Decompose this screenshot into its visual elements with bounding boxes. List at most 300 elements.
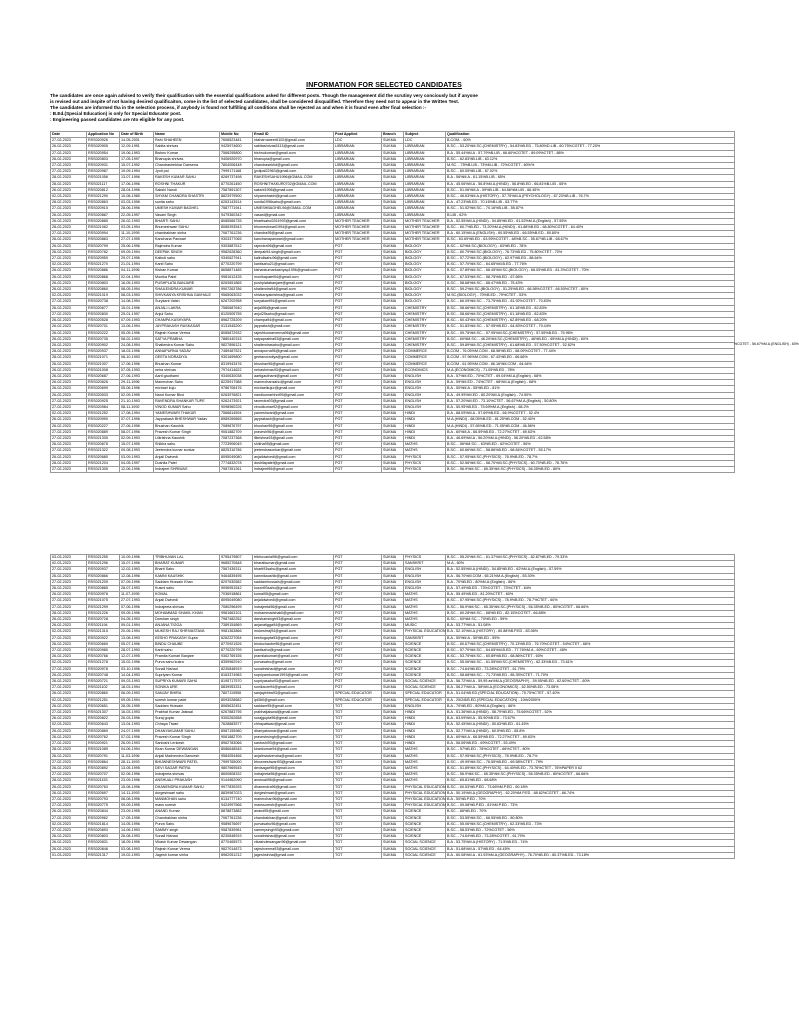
table-cell: SUKMA <box>382 417 404 423</box>
column-header: Branch <box>382 132 404 138</box>
table-cell: SUKMA <box>382 747 404 753</box>
table-cell: CHEMISTRY <box>404 311 446 317</box>
table-cell: 9464839495 <box>220 573 253 579</box>
table-cell: PGT <box>334 592 382 598</box>
table-cell: Dushila Patel <box>154 460 220 466</box>
table-cell: Jayprakash BHESHWAR Yadav <box>154 417 220 423</box>
table-cell: 15-07-1995 <box>120 442 154 448</box>
table-cell: RSS020793 <box>87 796 120 802</box>
table-cell: HINDI <box>404 734 446 740</box>
table-cell: RSS021194 <box>87 623 120 629</box>
table-cell: 27-06-1996 <box>120 423 154 429</box>
table-cell: SUKMA <box>382 144 404 150</box>
table-cell: B.LIB - 62% <box>446 212 735 218</box>
table-cell: SUKMA <box>382 846 404 852</box>
table-cell: chandrakiran sinha <box>154 231 220 237</box>
table-cell: shailendrasahu@gmail.com <box>253 342 334 348</box>
table-cell: 7987351261 <box>220 466 253 472</box>
table-cell: sakshi1996@gmail.com <box>253 187 334 193</box>
table-cell: SUKMA <box>382 163 404 169</box>
table-cell: 27-02-2023 <box>51 466 87 472</box>
table-cell: SUKMA <box>382 256 404 262</box>
table-cell: 8825316786 <box>220 448 253 454</box>
table-cell: PGT <box>334 672 382 678</box>
table-cell: B.SC. - 59.89%M.SC.(CHEMISTRY) - 61.68%B.ED - 57.50%CGTET - 52.82% <box>446 342 735 348</box>
table-cell: SUKMA <box>382 448 404 454</box>
table-cell: MATHS <box>404 448 446 454</box>
table-cell: B.SC. - 74.64%B.ED - 73.28%CGTET - 61.79% <box>446 666 735 672</box>
table-cell: B.SC. - 57.70%M.SC. - 64.65%M.B.ED - 77.76% <box>446 262 735 268</box>
table-cell: 02-03-2023 <box>51 629 87 635</box>
table-cell: SUKMA <box>382 287 404 293</box>
table-cell: RSS020905 <box>87 144 120 150</box>
table-cell: 26-02-2023 <box>51 280 87 286</box>
table-cell: BHUWNESHWARI PATEL <box>154 759 220 765</box>
table-cell: B.A - 60.15%M.A.(ENGLISH) - 60.55%B.ED - 66.55%B.ED - 80.80% <box>446 231 735 237</box>
table-cell: vasani@gmail.com <box>253 212 334 218</box>
table-cell: MATHS <box>404 747 446 753</box>
table-cell: neha shrivas <box>154 367 220 373</box>
table-cell: 08-10-1993 <box>120 355 154 361</box>
table-cell: SUKMA <box>382 641 404 647</box>
table-cell: jaypraksh@gmail.com <box>253 324 334 330</box>
table-cell: 19-06-1993 <box>120 150 154 156</box>
table-cell: pravesh96@gmail.com <box>253 429 334 435</box>
table-cell: 26-02-2023 <box>51 454 87 460</box>
table-cell: 8163374983 <box>220 672 253 678</box>
table-cell: SUKMA <box>382 305 404 311</box>
table-cell: M.A.(ECONOMICS) - 71.05%B.ED - 78% <box>446 367 735 373</box>
table-cell: PGT <box>334 367 382 373</box>
table-cell: B.SC. - 55.06%M.SC. - 61.55%M.SC.(CHEMISTRY) - 62.33%B.ED - 73.61% <box>446 660 735 666</box>
table-cell: B.A - 55.44%M.A - 57.79%B.LIB - 66.60%CGTET - 89.09%CTET - 88% <box>446 150 735 156</box>
table-cell: DEVI SAGAR PATRA <box>154 765 220 771</box>
table-cell: B.SC. - 56%M.SC. - 63%B.ED - 62%CGTET - 56% <box>446 442 735 448</box>
table-cell: 8065632451 <box>220 703 253 709</box>
table-cell: B.SC. - 74.64%B.ED - 73.28%CGTET - 61.79% <box>446 834 735 840</box>
table-cell: 02-03-2023 <box>51 411 87 417</box>
table-cell: SPECIAL EDUCATOR <box>334 697 382 703</box>
table-cell: monikapatel94@gmail.com <box>253 274 334 280</box>
table-cell: RSS020812 <box>87 187 120 193</box>
table-cell: PGT <box>334 386 382 392</box>
table-cell: 7987482252 <box>220 617 253 623</box>
table-cell: Bishnu Kumar <box>154 150 220 156</box>
table-cell: 09-01-1994 <box>120 623 154 629</box>
table-cell: rajeshverma93@gmail.com <box>253 846 334 852</box>
table-cell: RSS021317 <box>87 852 120 858</box>
table-cell: 8878873882 <box>220 809 253 815</box>
table-cell: 27-02-2023 <box>51 256 87 262</box>
table-cell: MOTHER TEACHER <box>404 237 446 243</box>
table-cell: B.A - 57%M.ED - 70%CTET - 69.04%M.A.(English) - 68% <box>446 373 735 379</box>
table-cell: SUKMA <box>382 175 404 181</box>
table-cell: B.A - 52.55%M.A.(HINDI) - 54.85%B.ED - 61.52%M.A.(English) - 57.55% <box>446 218 735 224</box>
table-cell: Bhumeshwari SAHU <box>154 225 220 231</box>
table-cell: 27-02-2023 <box>51 685 87 691</box>
overflow-cell-text: %CGTET - 56.67%M.A.(ENGLISH) - 60% <box>734 342 799 347</box>
table-cell: Pravesh Kumar Singh <box>154 734 220 740</box>
table-cell: kishankumarkashyap1996@gmail.com <box>253 268 334 274</box>
table-cell: HINDI <box>404 435 446 441</box>
table-cell: rajendra96@gmail.com <box>253 243 334 249</box>
table-cell: 09-03-1993 <box>120 679 154 685</box>
table-cell: 11-07-1995 <box>120 592 154 598</box>
table-cell: 26-02-2023 <box>51 765 87 771</box>
table-cell: 8962725209 <box>220 318 253 324</box>
table-cell: Sonali Nishad <box>154 666 220 672</box>
table-cell: devisagar95@gmail.com <box>253 765 334 771</box>
table-cell: anjanatigga94@gmail.com <box>253 623 334 629</box>
table-cell: Chandrakiran sinha <box>154 815 220 821</box>
table-cell: 26-09-1993 <box>120 741 154 747</box>
table-cell: RSS020831 <box>87 840 120 846</box>
table-cell: 9340630038 <box>220 373 253 379</box>
table-cell: PGT <box>334 660 382 666</box>
table-cell: 04-06-1994 <box>120 747 154 753</box>
table-cell: KAMNI KAUSHIK <box>154 573 220 579</box>
table-cell: Anjali Madvendra Danuesh <box>154 753 220 759</box>
table-cell: Pramila Kumari Banjare <box>154 654 220 660</box>
table-cell: SPECIAL EDUCATOR <box>404 691 446 697</box>
table-cell: SUKMA <box>382 262 404 268</box>
table-cell: SUKMA <box>382 654 404 660</box>
table-cell: MOTHER TEACHER <box>334 218 382 224</box>
table-cell: 27-02-2023 <box>51 604 87 610</box>
table-cell: B.SC. - 59.75%M.SC. - 57.95%M.SC.(CHEMISTRY) - 57.59%B.ED - 75.96% <box>446 330 735 336</box>
table-cell: manmohansahu@gmail.com <box>253 380 334 386</box>
table-cell: 09-05-1996 <box>120 610 154 616</box>
table-cell: B.SC. - 62.83%B.LIB - 63.12% <box>446 156 735 162</box>
table-cell: RSS020866 <box>87 573 120 579</box>
table-cell: 26-02-2023 <box>51 691 87 697</box>
table-cell: Kusmi sahu <box>154 586 220 592</box>
table-cell: RSS021305 <box>87 435 120 441</box>
table-cell: TGT <box>334 765 382 771</box>
table-cell: champa94@gmail.com <box>253 318 334 324</box>
table-cell: SUKMA <box>382 398 404 404</box>
table-cell: jeetendrasonkar@gmail.com <box>253 448 334 454</box>
table-cell: 27-02-2023 <box>51 206 87 212</box>
table-cell: BHARAT KUMAR <box>154 561 220 567</box>
table-cell: 8263651865 <box>220 280 253 286</box>
table-cell: GEETA NORADIYA <box>154 355 220 361</box>
table-cell: 07-02-1996 <box>120 734 154 740</box>
table-cell: 8085872932 <box>220 330 253 336</box>
table-cell: SAMMY singh <box>154 827 220 833</box>
table-cell: 7580687640 <box>220 305 253 311</box>
table-cell: 26-02-2023 <box>51 846 87 852</box>
table-cell: darshansingh93@gmail.com <box>253 617 334 623</box>
table-cell: SUKMA <box>382 679 404 685</box>
table-cell: PGT <box>334 305 382 311</box>
table-cell: SUKMA <box>382 138 404 144</box>
table-cell: RSS021322 <box>87 448 120 454</box>
table-cell: 7774832078 <box>220 460 253 466</box>
table-cell: 8359962910 <box>220 660 253 666</box>
table-cell: 8770261450 <box>220 181 253 187</box>
table-cell: TGT <box>334 778 382 784</box>
table-cell: 26-02-2023 <box>51 367 87 373</box>
table-cell: SUKMA <box>382 355 404 361</box>
table-cell: SUKMA <box>382 367 404 373</box>
column-header: Application No <box>87 132 120 138</box>
table-cell: Chhaya Tiwari <box>154 722 220 728</box>
table-cell: RSS020864 <box>87 759 120 765</box>
table-cell: 12-08-1996 <box>120 573 154 579</box>
table-cell: RSS021102 <box>87 685 120 691</box>
table-cell: B.SC. - 65.81%B.ED - 68.68% <box>446 778 735 784</box>
table-cell: 14-08-1994 <box>120 299 154 305</box>
table-cell: 6267202958 <box>220 299 253 305</box>
table-cell: 05-05-1996 <box>120 330 154 336</box>
table-cell: SUKMA <box>382 610 404 616</box>
table-cell: TGT <box>334 728 382 734</box>
table-cell: SUKMA <box>382 311 404 317</box>
table-cell: anjalimadvendra@gmail.com <box>253 753 334 759</box>
table-cell: 9582628360 <box>220 249 253 255</box>
table-cell: MATHS <box>404 592 446 598</box>
table-cell: B.A - 52.55%M.A.(HINDI) - 54.85%B.ED - 62%M.A.(English) - 57.59% <box>446 567 735 573</box>
table-cell: SUKMA <box>382 330 404 336</box>
intro-line: The candidates are informed tha in the selection process, if anybody is found not fulfilling all conditions shall be rejected as and when it is found even after final selection :- <box>50 105 426 110</box>
table-cell: B.SC. - 60.43%M.SC.(CHEMISTRY) - 62.89%B.ED - 68.20% <box>446 318 735 324</box>
table-cell: RSS021814 <box>87 821 120 827</box>
table-cell: RSS020222 <box>87 330 120 336</box>
table-cell: 27-02-2023 <box>51 796 87 802</box>
table-cell: 26-02-2023 <box>51 623 87 629</box>
table-cell: 7067761236 <box>220 815 253 821</box>
table-cell: PGT <box>334 311 382 317</box>
table-cell: M.A.(HINDI) - 68.05%B.ED - 81.25%B.COM - 52.40% <box>446 417 735 423</box>
table-cell: suresh kumar patel <box>154 697 220 703</box>
table-cell: Anjul Sahu <box>154 311 220 317</box>
table-cell: 25-01-1997 <box>120 311 154 317</box>
column-header: Date of Birth <box>120 132 154 138</box>
table-cell: jayprakash@gmail.com <box>253 417 334 423</box>
table-cell: RSS020721 <box>87 679 120 685</box>
table-cell: BIOLOGY <box>404 287 446 293</box>
table-cell: Shikha sahu <box>154 442 220 448</box>
table-cell: LIBRARIAN <box>404 212 446 218</box>
table-cell: B.A - 70%B.ED - 80%M.A.(English) - 66% <box>446 579 735 585</box>
table-cell: 09-08-1993 <box>120 448 154 454</box>
table-cell: 02-03-2023 <box>51 660 87 666</box>
table-cell: ENGLISH <box>404 386 446 392</box>
table-cell: ANSHUALI PRAKASH <box>154 778 220 784</box>
candidates-table-2 <box>50 554 735 859</box>
table-cell: SUKMA <box>382 765 404 771</box>
table-cell: 7087237368 <box>220 435 253 441</box>
table-cell: PGT <box>334 460 382 466</box>
table-cell: CHEMISTRY <box>404 324 446 330</box>
table-cell: Saddam Hussain Khan <box>154 579 220 585</box>
table-cell: PGT <box>334 243 382 249</box>
table-cell: 27-02-2023 <box>51 150 87 156</box>
table-cell: LIBRARIAN <box>404 206 446 212</box>
table-cell: COMMERCE <box>404 355 446 361</box>
table-cell: 8319943476 <box>220 361 253 367</box>
table-cell: 02-03-2023 <box>51 262 87 268</box>
table-cell: SOCIAL SCIENCE <box>404 846 446 852</box>
table-cell: 18-09-1996 <box>120 840 154 846</box>
table-cell: RSS020697 <box>87 790 120 796</box>
table-cell: kalindisahu96@gmail.com <box>253 256 334 262</box>
table-cell: Bhushan Kumar <box>154 361 220 367</box>
table-cell: jyotipal22963@gmail.com <box>253 169 334 175</box>
table-cell: 28-02-2023 <box>51 200 87 206</box>
table-cell: 9098960226 <box>220 404 253 410</box>
table-cell: 02-03-2023 <box>51 561 87 567</box>
table-cell: SUKMA <box>382 567 404 573</box>
table-cell: B.SC. - 67.53%M.SC. - 58.75%B.ED - 67.66% <box>446 274 735 280</box>
table-cell: 26-02-2023 <box>51 716 87 722</box>
table-cell: RSS021307 <box>87 710 120 716</box>
table-cell: 18-03-1994 <box>120 685 154 691</box>
table-cell: HINDI <box>404 722 446 728</box>
table-cell: SPECIAL EDUCATOR <box>404 697 446 703</box>
table-cell: 28-02-2023 <box>51 349 87 355</box>
table-cell: 26-02-2023 <box>51 641 87 647</box>
table-cell: B.A - 50%M.A - 50%B.ED - 55% <box>446 635 735 641</box>
table-cell: RAVENDRA SHANKAR TUPE <box>154 398 220 404</box>
table-cell: LIBRARIAN <box>334 150 382 156</box>
table-cell: rdaharnaneer6102@gmail.com <box>253 138 334 144</box>
table-cell: 9131545200 <box>220 324 253 330</box>
table-cell: Aarti gauthami <box>154 373 220 379</box>
table-cell: JAYPRAKASH RASKASAR <box>154 324 220 330</box>
table-cell: manssuresh@gmail.com <box>253 803 334 809</box>
table-cell: TGT <box>334 722 382 728</box>
table-cell: SUKMA <box>382 784 404 790</box>
table-cell: ENGLISH <box>404 703 446 709</box>
table-cell: SCIENCE <box>404 672 446 678</box>
table-cell: anand95@gmail.com <box>253 809 334 815</box>
table-cell: 11-03-1996 <box>120 753 154 759</box>
table-cell: 27-02-2023 <box>51 404 87 410</box>
table-cell: 28-02-2023 <box>51 778 87 784</box>
table-cell: 22-05-1997 <box>120 212 154 218</box>
table-cell: kusmi93sahu@gmail.com <box>253 586 334 592</box>
table-cell: 28-06-1996 <box>120 206 154 212</box>
table-cell: 26-02-2023 <box>51 442 87 448</box>
table-cell: 17-06-1996 <box>120 361 154 367</box>
table-cell: 02-06-1996 <box>120 772 154 778</box>
table-cell: SUKMA <box>382 803 404 809</box>
table-cell: B.SC. - 60%M.SC. - 70%B.ED - 59% <box>446 617 735 623</box>
table-cell: LDC <box>334 138 382 144</box>
table-cell: chandra95@gmail.com <box>253 231 334 237</box>
table-cell: SUKMA <box>382 454 404 460</box>
table-cell: RSS020954 <box>87 150 120 156</box>
table-cell: 9827014873 <box>220 846 253 852</box>
table-cell: SUKMA <box>382 460 404 466</box>
table-cell: RSS021056 <box>87 175 120 181</box>
table-cell: yameshwari@gmail.com <box>253 411 334 417</box>
table-cell: B.SC. - 55.20%M.SC. - 61.37%M.SC.(PHYSICS) - 82.87%B.ED - 79.33% <box>446 555 735 561</box>
table-cell: SUKMA <box>382 604 404 610</box>
table-cell: PGT <box>334 361 382 367</box>
table-cell: Purva Sahu <box>154 821 220 827</box>
table-cell: 8195717570 <box>220 679 253 685</box>
table-cell: PHYSICS <box>404 466 446 472</box>
table-cell: SANJAY BHIRA <box>154 691 220 697</box>
table-cell: Kanchana Panwari <box>154 237 220 243</box>
table-cell: 12-07-1995 <box>120 654 154 660</box>
table-cell: 13-07-1996 <box>120 175 154 181</box>
table-cell: LIBRARIAN <box>334 175 382 181</box>
table-cell: 07-05-1993 <box>120 367 154 373</box>
table-cell: LIBRARIAN <box>334 194 382 200</box>
table-cell: SUKMA <box>382 243 404 249</box>
table-cell: SUKMA <box>382 280 404 286</box>
table-cell: PGT <box>334 617 382 623</box>
table-cell: Purva sahu kukra <box>154 660 220 666</box>
table-cell: PHYSICAL EDUCATION <box>405 790 446 795</box>
table-cell: 10-09-1996 <box>120 555 154 561</box>
table-cell: SUKMA <box>382 697 404 703</box>
table-cell: 9565063032 <box>220 293 253 299</box>
table-cell: PGT <box>334 293 382 299</box>
table-cell: RSS021007 <box>87 361 120 367</box>
table-cell: SUKMA <box>382 274 404 280</box>
table-cell: Kanti Sahu <box>154 262 220 268</box>
table-cell: PGT <box>334 641 382 647</box>
table-cell: RSS020863 <box>87 200 120 206</box>
table-cell: B.A - 53.77%M.A - 51.08% <box>446 623 735 629</box>
table-cell: LIBRARIAN <box>334 144 382 150</box>
table-cell: 23-09-1996 <box>120 778 154 784</box>
table-cell: 9981663101 <box>220 610 253 616</box>
table-cell: 12-02-1993 <box>120 567 154 573</box>
table-cell: LIBRARIAN <box>334 156 382 162</box>
table-cell: 03-10-1996 <box>120 666 154 672</box>
table-cell: MATHS <box>404 598 446 604</box>
table-cell: 27-02-2023 <box>51 448 87 454</box>
table-cell: RSS020803 <box>87 834 120 840</box>
table-cell: YAMESHWARI THAKUR <box>154 411 220 417</box>
table-cell: LIBRARIAN <box>404 194 446 200</box>
table-cell: ECONOMICS <box>404 367 446 373</box>
table-cell: M.SC. - 75%B.LIB - 73%M.LIB - 72%CGTET - 60%% <box>446 163 735 169</box>
table-cell: indrajeeta96@gmail.com <box>253 604 334 610</box>
table-cell: 8839987023 <box>220 790 253 796</box>
table-cell: SUKMA <box>382 579 404 585</box>
table-cell: SUKMA <box>382 429 404 435</box>
table-cell: 14-05-2001 <box>120 138 154 144</box>
table-cell: satyaprabha93@gmail.com <box>253 336 334 342</box>
table-cell: kanchanapanwari@gmail.com <box>253 237 334 243</box>
table-cell: SUKMA <box>382 635 404 641</box>
table-cell: SCIENCE <box>404 648 446 654</box>
table-cell: 26-02-2023 <box>51 156 87 162</box>
table-cell: mohammadshakil@gmail.com <box>253 610 334 616</box>
table-cell: B.A - 59%M.ED - 74%CTET - 68%M.A.(English) - 68% <box>446 380 735 386</box>
table-cell: Monika Patel <box>154 274 220 280</box>
table-cell: 7036918861 <box>220 592 253 598</box>
table-cell: B.SC. - 59.2%M.SC.(BIOLOGY) - 51.25%B.ED - 66.58%CGTET - 66.50%CTET - 80% <box>446 287 735 293</box>
table-cell: HINDI <box>404 741 446 747</box>
table-cell: 27-07-1995 <box>120 237 154 243</box>
table-cell: 26-02-2023 <box>51 834 87 840</box>
table-cell: 14-06-1993 <box>120 827 154 833</box>
intro-line: The candidates are once again advised to verify their qualification with the essential qualifications asked for different posts. Though the management did the scrutiny very conciously but if anyone <box>50 93 478 98</box>
table-cell: SUKMA <box>382 685 404 691</box>
table-cell: 27-02-2023 <box>51 635 87 641</box>
table-cell: 26-02-2023 <box>51 330 87 336</box>
table-cell: 26-02-2023 <box>51 380 87 386</box>
table-cell: RSS020978 <box>87 592 120 598</box>
